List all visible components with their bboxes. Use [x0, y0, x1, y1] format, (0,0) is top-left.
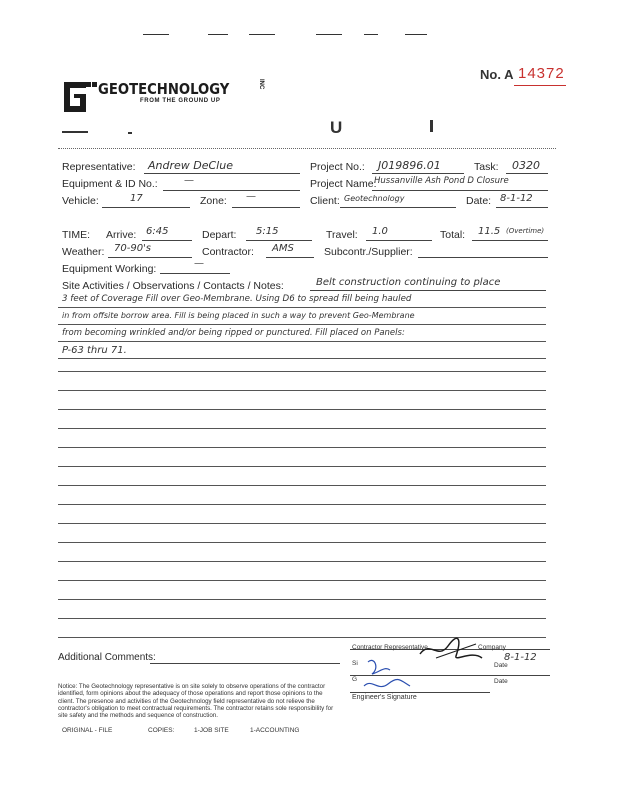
blank-rule — [58, 428, 546, 429]
weather-label: Weather: — [62, 246, 105, 258]
report-number-label: No. A — [480, 67, 514, 82]
blank-rule — [58, 580, 546, 581]
additional-comments-label: Additional Comments: — [58, 652, 156, 663]
equipment-working-line — [160, 273, 230, 274]
client-line — [340, 207, 456, 208]
logo-mark-icon — [60, 78, 100, 114]
distribution-accounting: 1-ACCOUNTING — [250, 727, 300, 734]
weather-line — [108, 257, 192, 258]
client-value: Geotechnology — [344, 194, 405, 203]
notes-line: P-63 thru 71. — [62, 345, 127, 356]
equipment-working-label: Equipment Working: — [62, 263, 157, 275]
blank-rule — [58, 523, 546, 524]
title-fragment-bar — [128, 132, 132, 134]
vehicle-label: Vehicle: — [62, 195, 99, 207]
scan-dash — [143, 34, 169, 35]
notes-rule — [58, 307, 546, 308]
blank-rule — [58, 390, 546, 391]
arrive-line — [142, 240, 192, 241]
equipment-working-value: — — [194, 258, 204, 269]
contractor-label: Contractor: — [202, 246, 254, 258]
zone-value: — — [246, 191, 256, 202]
depart-value: 5:15 — [256, 226, 279, 237]
notes-line: 3 feet of Coverage Fill over Geo-Membrane. Using D6 to spread fill being hauled — [62, 294, 412, 304]
task-value: 0320 — [512, 159, 540, 172]
project-no-label: Project No.: — [310, 161, 365, 173]
scan-dash — [316, 34, 342, 35]
depart-line — [246, 240, 312, 241]
brand-tagline: FROM THE GROUND UP — [140, 98, 221, 104]
task-label: Task: — [474, 161, 499, 173]
total-line — [472, 240, 548, 241]
notes-rule — [310, 290, 546, 291]
scan-dash — [249, 34, 275, 35]
weather-value: 70-90's — [114, 243, 152, 254]
depart-label: Depart: — [202, 229, 237, 241]
zone-line — [232, 207, 300, 208]
distribution-original: ORIGINAL - FILE — [62, 727, 113, 734]
notice-text: Notice: The Geotechnology representative is on site solely to observe operations of the contractor identified, form opinions about the adequacy of those operations and report those opinions to the client. The presence and activities of the Geotechnology field representative do not relieve the contractor's obligation to meet contractual requirements. The contractor retains sole responsibility for site safety and the methods and sequence of construction. — [58, 683, 334, 720]
representative-label: Representative: — [62, 161, 136, 173]
date-line — [496, 207, 548, 208]
additional-comments-line — [150, 663, 340, 664]
scan-dash — [208, 34, 228, 35]
engineer-signature — [360, 656, 420, 696]
notes-rule — [58, 341, 546, 342]
contractor-line — [266, 257, 314, 258]
subcontr-line — [418, 257, 548, 258]
report-number-underline — [514, 85, 566, 86]
vehicle-value: 17 — [130, 193, 143, 204]
blank-rule — [58, 504, 546, 505]
blank-rule — [58, 618, 546, 619]
date-label: Date: — [466, 195, 492, 207]
title-fragment-bar — [62, 131, 88, 133]
arrive-label: Arrive: — [106, 229, 137, 241]
travel-value: 1.0 — [372, 226, 388, 237]
sig-fragment: G — [352, 676, 358, 683]
total-value: 11.5 — [478, 226, 501, 237]
notes-line: Belt construction continuing to place — [316, 277, 501, 288]
blank-rule — [58, 599, 546, 600]
equipment-line — [163, 190, 300, 191]
signature-date: 8-1-12 — [504, 652, 537, 663]
date-value: 8-1-12 — [500, 193, 533, 204]
site-activities-label: Site Activities / Observations / Contacts / Notes: — [62, 280, 284, 292]
representative-value: Andrew DeClue — [148, 159, 233, 172]
blank-rule — [58, 561, 546, 562]
blank-rule — [58, 371, 546, 372]
time-label: TIME: — [62, 229, 90, 241]
distribution-copies: COPIES: — [148, 727, 175, 734]
travel-label: Travel: — [326, 229, 358, 241]
blank-rule — [58, 358, 546, 359]
client-label: Client: — [310, 195, 340, 207]
company-logo — [60, 78, 320, 118]
equipment-label: Equipment & ID No.: — [62, 178, 158, 190]
scan-dash — [405, 34, 427, 35]
blank-rule — [58, 542, 546, 543]
engineer-sig-line — [350, 692, 490, 693]
notes-rule — [58, 324, 546, 325]
title-fragment-mark — [430, 120, 433, 132]
distribution-jobsite: 1-JOB SITE — [194, 727, 229, 734]
brand-name: GEOTECHNOLOGY — [98, 80, 230, 98]
total-label: Total: — [440, 229, 466, 241]
blank-rule — [58, 409, 546, 410]
notes-line: from becoming wrinkled and/or being ripped or punctured. Fill placed on Panels: — [62, 328, 405, 338]
contractor-rep-label: Contractor Representative — [352, 644, 428, 651]
brand-suffix: INC — [258, 79, 264, 90]
travel-line — [366, 240, 432, 241]
report-number: 14372 — [518, 65, 565, 82]
equipment-value: — — [184, 175, 194, 186]
title-fragment: U — [330, 118, 343, 137]
project-no-line — [372, 173, 464, 174]
representative-line — [144, 173, 300, 174]
project-name-label: Project Name: — [310, 178, 377, 190]
date-label-1: Date — [494, 662, 508, 669]
vehicle-line — [102, 207, 190, 208]
blank-rule — [58, 466, 546, 467]
blank-rule — [58, 485, 546, 486]
sig-fragment: Si — [352, 660, 358, 667]
project-no-value: J019896.01 — [378, 159, 441, 172]
date-label-2: Date — [494, 678, 508, 685]
scan-dash — [364, 34, 378, 35]
blank-rule — [58, 447, 546, 448]
subcontr-label: Subcontr./Supplier: — [324, 246, 413, 258]
engineer-signature-label: Engineer's Signature — [352, 694, 417, 701]
header-divider — [58, 148, 556, 149]
zone-label: Zone: — [200, 195, 227, 207]
contractor-value: AMS — [272, 243, 294, 254]
arrive-value: 6:45 — [146, 226, 169, 237]
project-name-line — [372, 190, 548, 191]
company-label: Company — [478, 644, 506, 651]
notes-line: in from offsite borrow area. Fill is being placed in such a way to prevent Geo-Membrane — [62, 311, 415, 320]
task-line — [506, 173, 548, 174]
contractor-signature — [416, 634, 486, 664]
total-note: (Overtime) — [506, 227, 545, 235]
project-name-value: Hussanville Ash Pond D Closure — [374, 176, 509, 186]
